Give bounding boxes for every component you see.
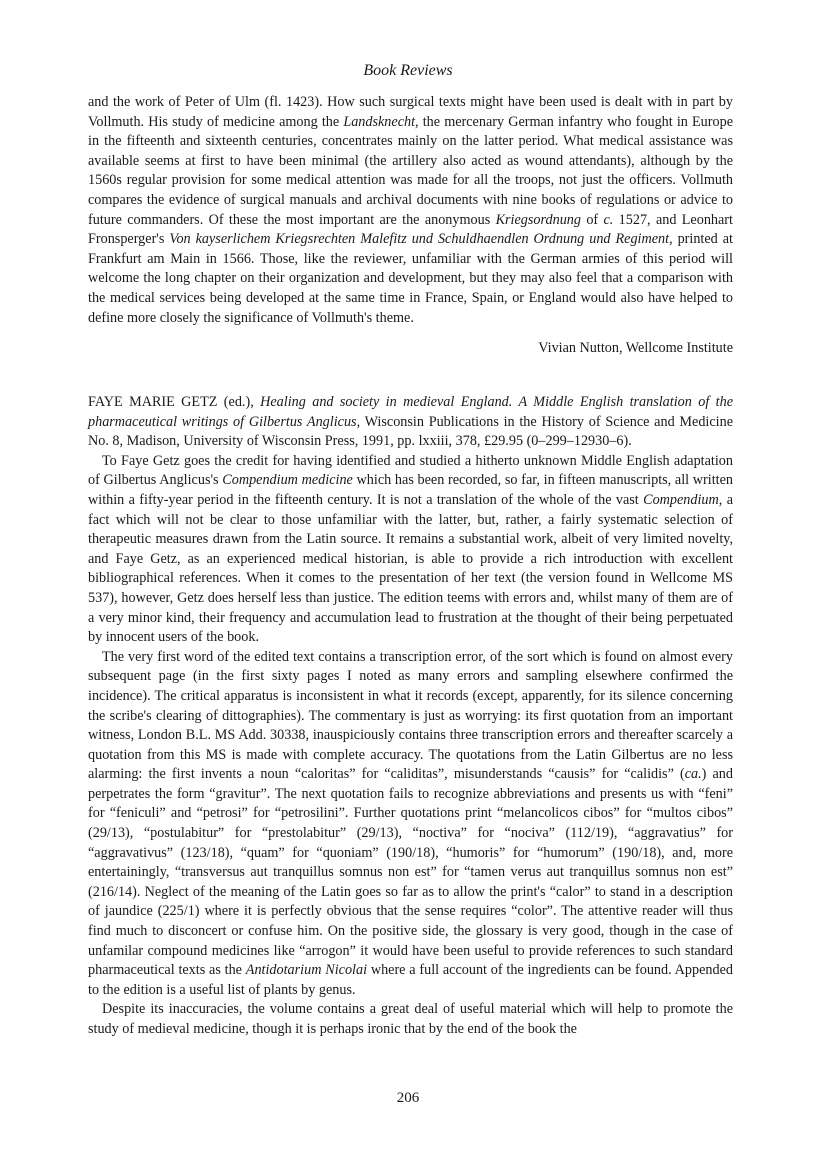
text-run: of [580,211,604,228]
book-citation [88,393,733,452]
text-run: Despite its inaccuracies, the volume contains a great deal of useful material which will help to promote the study of medieval medicine, though it is perhaps ironic that by the end of the book the [88,1001,733,1037]
review-getz [88,393,733,1040]
text-run: To Faye Getz goes the credit for having identified and studied a hitherto unknown Middle English adaptation of Gilbertus Anglicus's [88,452,733,489]
reviewer-signature: Vivian Nutton, Wellcome Institute [538,340,733,356]
page-number: 206 [396,1090,420,1106]
text-run: and the work of Peter of Ulm (fl. 1423). How such surgical texts might have been used is dealt with in part by Vollmuth. His study of medicine among the [88,94,733,130]
italic-text: Antidotarium Nicolai [245,962,368,979]
text-run: The very first word of the edited text contains a transcription error, of the sort which is found on almost every subsequent page (in the first sixty pages I noted as many errors and sampling elsewhere confirmed the incidence). The critical apparatus is inconsistent in what it records (except, apparently, for its silence concerning the scribe's clearing of dittographies). The commentary is just as worrying: its first quotation from an important witness, London B.L. MS Add. 30338, inauspiciously contains three transcription errors and thereafter scarcely a quotation from this MS is made with complete accuracy. The quotations from the Latin Gilbertus are no less alarming: the first invents a noun “caloritas” for “caliditas”, misunderstands “causis” for “calidis” ( [88,648,733,783]
italic-text: Compendium [643,491,719,508]
review-paragraph [88,1000,733,1039]
italic-text: ca. [684,766,702,783]
review1-paragraph [88,93,733,328]
italic-text: c. [603,211,614,228]
review-continuation [88,93,733,328]
text-run: , printed at Frankfurt am Main in 1566. Those, like the reviewer, unfamiliar with the German armies of this period will welcome the long chapter on their organization and development, but they may also feel that a comparison with the medical services being developed at the same time in France, Spain, or England would also have helped to define more closely the significance of Vollmuth's theme. [88,231,733,326]
italic-text: Healing and society in medieval England. A Middle English translation of the pharmaceutical writings of Gilbertus Anglicus [88,394,733,430]
text-run: , a fact which will not be clear to those unfamiliar with the latter, but, rather, a fairly systematic selection of therapeutic measures drawn from the Latin source. It remains a substantial work, albeit of very limited novelty, and Faye Getz, as an experienced medical historian, is able to provide a rich introduction with excellent bibliographical references. When it comes to the presentation of her text (the version found in Wellcome MS 537), however, Getz does herself less than justice. The edition teems with errors and, whilst many of them are of a very minor kind, their frequency and accumulation lead to frustration at the thought of their being perpetuated by innocent users of the book. [88,491,733,646]
italic-text: Landsknecht [343,113,416,130]
text-run: , Wisconsin Publications in the History of Science and Medicine No. 8, Madison, University of Wisconsin Press, 1991, pp. lxxiii, 378, £29.95 (0–299–12930–6). [88,413,733,450]
review-paragraph [88,452,733,648]
text-run: 1527, and Leonhart Fronsperger's [88,211,733,248]
review-paragraph [88,648,733,1001]
running-head: Book Reviews [363,62,453,79]
italic-text: Kriegsordnung [495,211,581,228]
text-run: which has been recorded, so far, in fifteen manuscripts, all written within a fifty-year period in the fifteenth century. It is not a translation of the whole of the vast [88,472,733,508]
text-run: , the mercenary German infantry who fought in Europe in the fifteenth and sixteenth centuries, concentrates mainly on the latter period. What medical assistance was available seems at first to have been minimal (the artillery also acted as wound attendants), although by the 1560s regular provision for some medical attention was made for all the troops, not just the officers. Vollmuth compares the evidence of surgical manuals and archival documents with nine books of regulations or advice to future commanders. Of these the most important are the anonymous [88,113,733,228]
text-run: FAYE MARIE GETZ (ed.), [88,394,261,410]
text-run: ) and perpetrates the form “gravitur”. The next quotation fails to recognize abbreviations and presents us with “feni” for “feniculi” and “petrosi” for “petrosilini”. Further quotations print “melancolicos cibos” for “multos cibos” (29/13), “postulabitur” for “prestolabitur” (29/13), “noctiva” for “nociva” (112/19), “aggravatius” for “aggravativus” (123/18), “quam” for “quoniam” (190/18), “humoris” for “humorum” (190/18), and, more entertainingly, “transversus aut tranquillus somnus non est” for “tamen verus aut tranquillus somnus non est” (216/14). Neglect of the meaning of the Latin goes so far as to allow the print's “calor” to stand in a description of jaundice (225/1) where it is perfectly obvious that the sense requires “color”. The attentive reader will thus find much to disconcert or confuse him. On the positive side, the glossary is very good, though in the case of unfamilar compound medicines like “arrogon” it would have been useful to provide references to such standard pharmaceutical texts as the [88,766,733,979]
text-run: where a full account of the ingredients can be found. Appended to the edition is a useful list of plants by genus. [88,962,733,998]
italic-text: Compendium medicine [222,472,353,489]
italic-text: Von kayserlichem Kriegsrechten Malefitz und Schuldhaendlen Ordnung und Regiment [169,231,670,248]
